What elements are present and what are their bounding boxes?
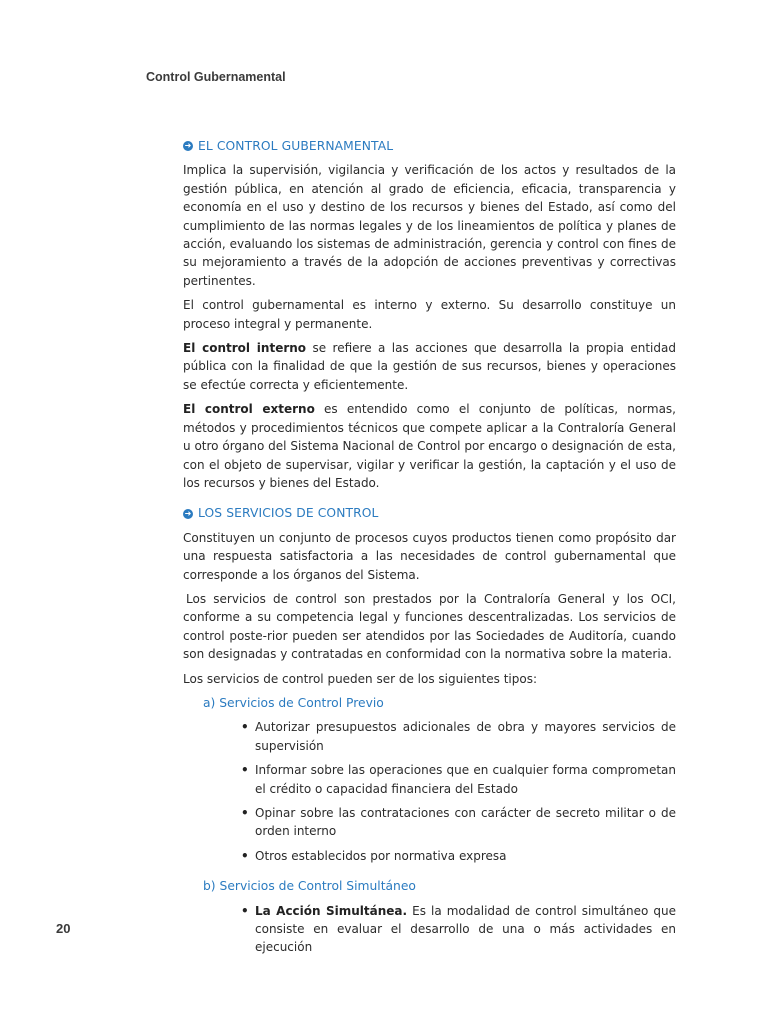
section-title: LOS SERVICIOS DE CONTROL: [198, 506, 379, 521]
paragraph-text: es entendido como el conjunto de políticas, normas, métodos y procedimientos técnicos que compete aplicar a la Contraloría General u otro órgano del Sistema Nacional de Control por encargo o designación de esta, con el objeto de supervisar, vigilar y verificar la gestión, la captación y el uso de los recursos y bienes del Estado.: [183, 402, 676, 490]
paragraph: Implica la supervisión, vigilancia y verificación de los actos y resultados de la gestión pública, en atención al grado de eficiencia, eficacia, transparencia y economía en el uso y destino de los recursos y bienes del Estado, así como del cumplimiento de las normas legales y de los lineamientos de política y planes de acción, evaluando los sistemas de administración, gerencia y control con fines de su mejoramiento a través de la adopción de acciones preventivas y correctivas pertinentes.: [183, 163, 676, 288]
list-item: [241, 718, 676, 755]
paragraph-control-externo: [183, 400, 676, 492]
paragraph-control-interno: [183, 339, 676, 394]
list-item: [241, 804, 676, 841]
page-content: [183, 137, 676, 965]
list-item: [241, 847, 676, 865]
bullet-icon: •: [241, 903, 249, 918]
bullet-icon: •: [241, 720, 249, 735]
bold-term: El control externo: [183, 402, 315, 417]
list-item: [241, 902, 676, 957]
paragraph-text: se refiere a las acciones que desarrolla la propia entidad pública con la finalidad de que la gestión de sus recursos, bienes y operaciones se efectúe correcta y eficientemente.: [183, 341, 676, 392]
running-header: Control Gubernamental: [146, 70, 286, 84]
paragraph: Los servicios de control pueden ser de los siguientes tipos:: [183, 671, 537, 686]
list-item: [241, 761, 676, 798]
subheading-control-simultaneo: b) Servicios de Control Simultáneo: [203, 879, 416, 894]
page-number: 20: [56, 921, 71, 936]
bullet-icon: •: [241, 806, 249, 820]
list-item-text: Es la modalidad de control simultáneo que consiste en evaluar el desarrollo de una o más actividades en ejecución: [255, 903, 676, 955]
paragraph: El control gubernamental es interno y externo. Su desarrollo constituye un proceso integral y permanente.: [183, 298, 676, 331]
list-item-text: Autorizar presupuestos adicionales de obra y mayores servicios de supervisión: [255, 720, 676, 753]
bullet-icon: •: [241, 848, 249, 863]
bullet-list-control-previo: [183, 718, 676, 865]
arrow-circle-icon: ➜: [184, 141, 192, 151]
paragraph: Constituyen un conjunto de procesos cuyos productos tienen como propósito dar una respuesta satisfactoria a las necesidades de control gubernamental que corresponde a los órganos del Sistema.: [183, 530, 676, 582]
bold-term: El control interno: [183, 341, 307, 356]
list-item-text: Otros establecidos por normativa expresa: [255, 848, 507, 863]
bullet-icon: •: [241, 763, 249, 778]
section-heading-control-gubernamental: [183, 137, 676, 155]
arrow-circle-icon: ➜: [184, 508, 192, 518]
subheading-control-previo: a) Servicios de Control Previo: [203, 695, 384, 710]
list-item-text: Informar sobre las operaciones que en cualquier forma comprometan el crédito o capacidad financiera del Estado: [255, 763, 676, 796]
bold-term: La Acción Simultánea.: [255, 903, 408, 918]
list-item-text: Opinar sobre las contrataciones con carácter de secreto militar o de orden interno: [255, 806, 676, 839]
paragraph: Los servicios de control son prestados por la Contraloría General y los OCI, conforme a su competencia legal y funciones descentralizadas. Los servicios de control poste-rior pueden ser atendidos por las Sociedades de Auditoría, cuando son designadas y contratadas en conformidad con la normativa sobre la materia.: [183, 591, 676, 662]
section-heading-servicios-de-control: [183, 504, 676, 522]
section-title: EL CONTROL GUBERNAMENTAL: [198, 139, 394, 153]
bullet-list-control-simultaneo: [183, 902, 676, 957]
